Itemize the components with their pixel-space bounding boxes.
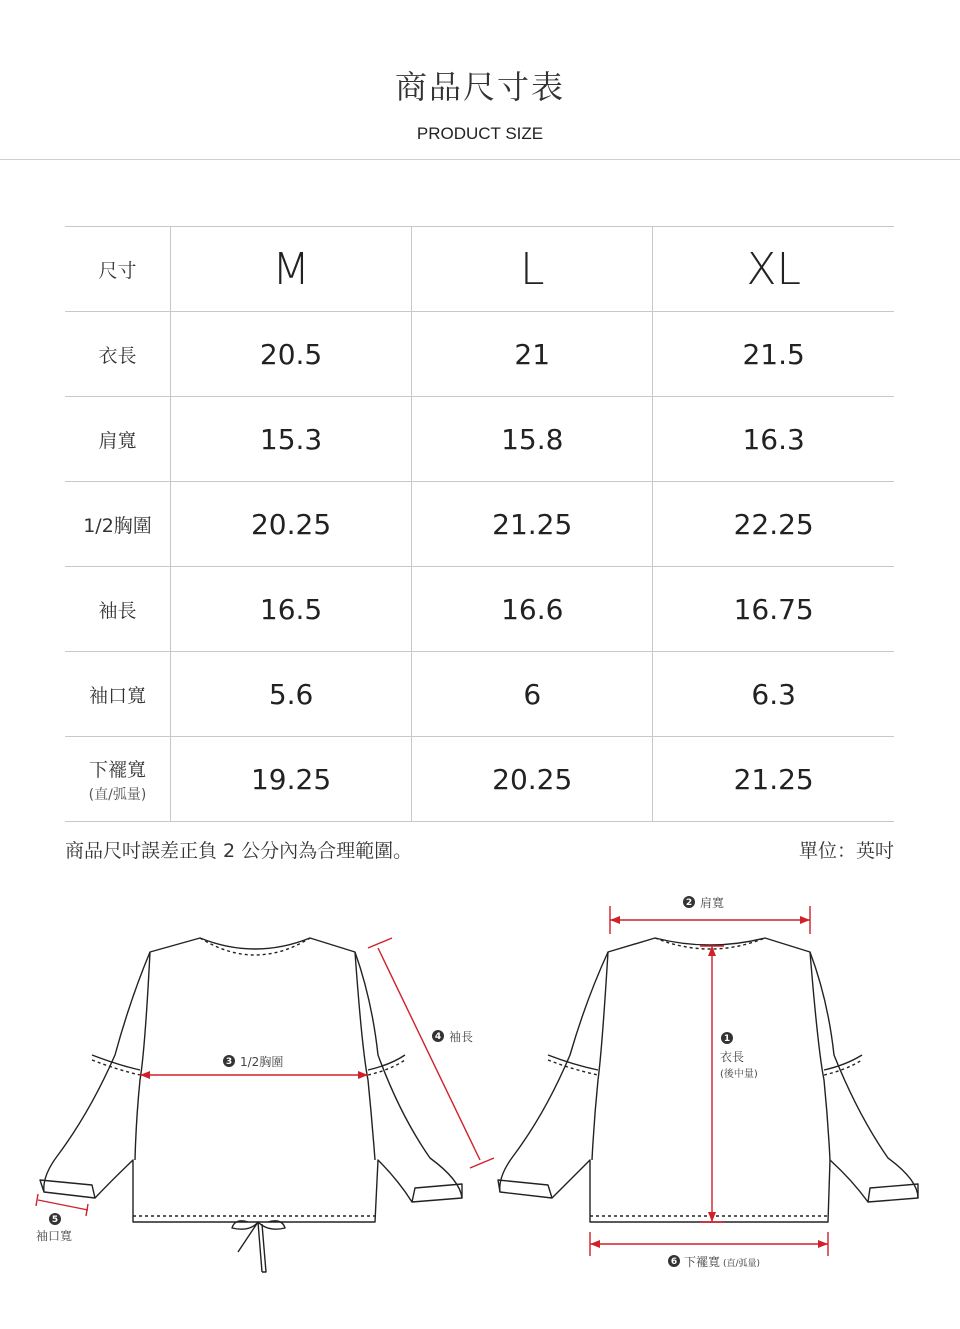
length-callout-sublabel: (後中量) [720,1069,758,1080]
cuff-callout-label: 袖口寬 [36,1229,73,1243]
sleeve-measure-line [368,938,494,1168]
chest-measure-line [140,1071,368,1079]
sleeve-callout-number: 4 [434,1032,442,1042]
tolerance-note: 商品尺吋誤差正負 2 公分內為合理範圍。 [65,840,413,862]
table-row [65,312,894,397]
front-garment-illustration [40,938,462,1272]
table-cell: 22.25 [653,482,894,567]
sleeve-callout [432,1029,473,1044]
row-label-group [65,737,171,822]
table-row [65,652,894,737]
row-label: 袖長 [65,567,171,652]
table-row [65,737,894,822]
table-cell: 6.3 [653,652,894,737]
size-m-header: M [171,227,412,312]
size-l-header: L [412,227,653,312]
row-label: 1/2胸圍 [65,482,171,567]
table-cell: 21.5 [653,312,894,397]
table-cell: 15.3 [171,397,412,482]
shoulder-measure-line [610,906,810,934]
page-title: 商品尺寸表 [394,68,565,106]
table-cell: 20.25 [412,737,653,822]
chest-callout-label: 1/2胸圍 [240,1055,284,1069]
page-header [0,0,960,160]
page-subtitle: PRODUCT SIZE [416,124,544,143]
length-callout-label: 衣長 [720,1050,745,1064]
length-callout-number: 1 [723,1034,731,1044]
garment-measurement-diagram [0,880,960,1300]
table-cell: 15.8 [412,397,653,482]
corner-label: 尺寸 [65,227,171,312]
length-callout [720,1032,758,1080]
row-label: 袖口寬 [65,652,171,737]
shoulder-callout-label: 肩寬 [700,896,725,910]
table-row [65,482,894,567]
header-divider [0,159,960,160]
table-cell: 21 [412,312,653,397]
table-cell: 20.5 [171,312,412,397]
table-cell: 21.25 [653,737,894,822]
row-label: 衣長 [65,312,171,397]
body-length-measure-line [700,946,724,1222]
table-header-row [65,227,894,312]
chest-callout-number: 3 [225,1057,233,1067]
size-chart-table [65,226,894,822]
cuff-callout [36,1213,72,1243]
chest-callout [223,1054,283,1069]
cuff-callout-number: 5 [51,1215,59,1225]
table-cell: 19.25 [171,737,412,822]
table-cell: 16.6 [412,567,653,652]
hem-measure-line [590,1232,828,1256]
unit-label: 單位：英吋 [798,840,894,862]
table-cell: 16.3 [653,397,894,482]
hem-callout-label: 下襬寬 [684,1255,721,1269]
sleeve-callout-label: 袖長 [449,1030,474,1044]
row-label: 下襬寬 [88,758,146,781]
table-row [65,397,894,482]
table-cell: 21.25 [412,482,653,567]
cuff-measure-line [36,1194,88,1216]
table-cell: 16.75 [653,567,894,652]
shoulder-callout [683,895,724,910]
row-sublabel: (直/弧量) [88,786,147,803]
table-row [65,567,894,652]
table-cell: 6 [412,652,653,737]
back-garment-illustration [498,938,918,1222]
row-label: 肩寬 [65,397,171,482]
hem-callout [668,1254,760,1269]
hem-callout-number: 6 [670,1257,678,1267]
shoulder-callout-number: 2 [685,898,693,908]
table-cell: 20.25 [171,482,412,567]
table-cell: 5.6 [171,652,412,737]
hem-callout-sublabel: (直/弧量) [723,1259,761,1269]
table-cell: 16.5 [171,567,412,652]
size-xl-header: XL [653,227,894,312]
